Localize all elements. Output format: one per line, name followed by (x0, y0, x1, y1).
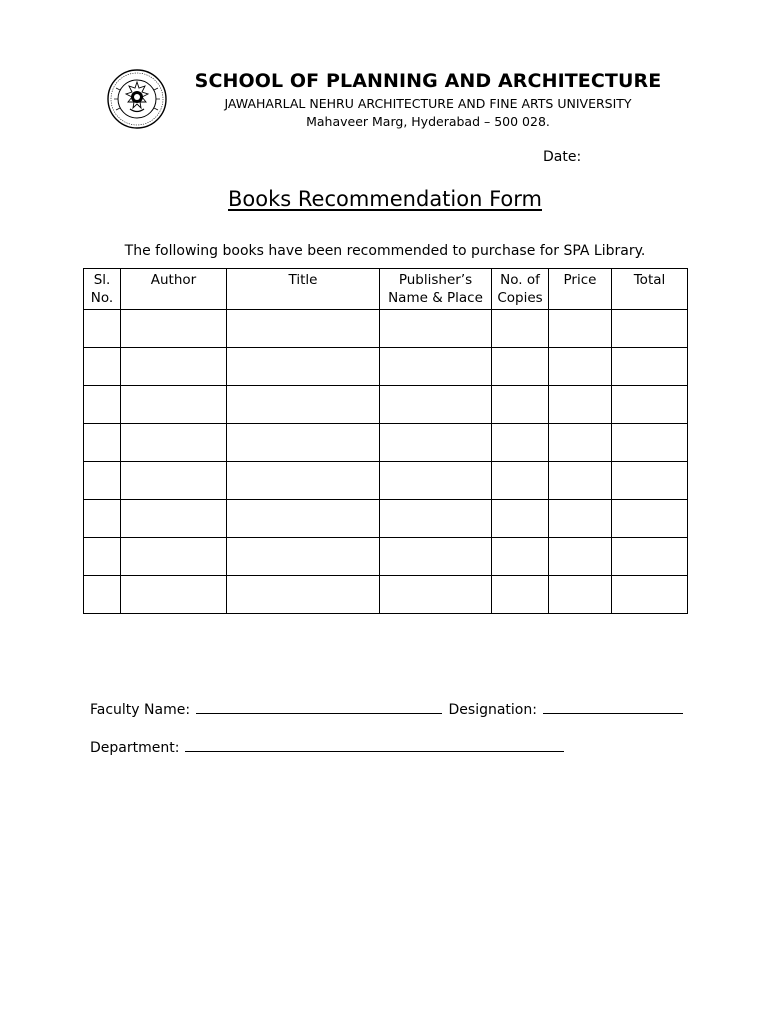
table-cell[interactable] (612, 462, 688, 500)
table-cell[interactable] (84, 576, 121, 614)
column-header-title: Title (227, 269, 380, 310)
table-cell[interactable] (612, 538, 688, 576)
column-header-author: Author (121, 269, 227, 310)
table-cell[interactable] (84, 500, 121, 538)
address: Mahaveer Marg, Hyderabad – 500 028. (306, 114, 550, 129)
faculty-name-label: Faculty Name: (90, 702, 191, 718)
table-cell[interactable] (380, 462, 492, 500)
table-cell[interactable] (612, 576, 688, 614)
table-cell[interactable] (380, 310, 492, 348)
form-title: Books Recommendation Form (228, 187, 542, 211)
table-cell[interactable] (121, 424, 227, 462)
table-row (84, 348, 688, 386)
department-field[interactable] (185, 737, 564, 752)
intro-text: The following books have been recommended to purchase for SPA Library. (124, 243, 646, 259)
table-cell[interactable] (227, 424, 380, 462)
designation-label: Designation: (448, 702, 537, 718)
books-table (83, 268, 688, 614)
table-cell[interactable] (380, 538, 492, 576)
column-header-copies: No. of Copies (492, 269, 549, 310)
table-cell[interactable] (549, 424, 612, 462)
table-cell[interactable] (380, 576, 492, 614)
table-cell[interactable] (121, 462, 227, 500)
table-cell[interactable] (227, 462, 380, 500)
table-header-row (84, 269, 688, 310)
faculty-name-field[interactable] (196, 699, 442, 714)
department-label: Department: (90, 740, 180, 756)
table-cell[interactable] (121, 386, 227, 424)
table-cell[interactable] (492, 348, 549, 386)
table-cell[interactable] (612, 310, 688, 348)
table-cell[interactable] (549, 462, 612, 500)
table-cell[interactable] (84, 424, 121, 462)
table-cell[interactable] (121, 348, 227, 386)
table-cell[interactable] (121, 310, 227, 348)
column-header-price: Price (549, 269, 612, 310)
table-cell[interactable] (549, 576, 612, 614)
column-header-publisher: Publisher’s Name & Place (380, 269, 492, 310)
table-cell[interactable] (612, 424, 688, 462)
table-cell[interactable] (121, 576, 227, 614)
table-row (84, 538, 688, 576)
table-row (84, 462, 688, 500)
table-cell[interactable] (492, 538, 549, 576)
table-cell[interactable] (549, 538, 612, 576)
designation-field[interactable] (543, 699, 683, 714)
table-cell[interactable] (549, 386, 612, 424)
table-cell[interactable] (380, 500, 492, 538)
table-cell[interactable] (84, 462, 121, 500)
table-cell[interactable] (84, 386, 121, 424)
table-cell[interactable] (380, 424, 492, 462)
table-cell[interactable] (612, 500, 688, 538)
university-name: JAWAHARLAL NEHRU ARCHITECTURE AND FINE ARTS UNIVERSITY (224, 96, 632, 111)
table-cell[interactable] (227, 310, 380, 348)
table-body (84, 310, 688, 614)
table-cell[interactable] (121, 500, 227, 538)
column-header-total: Total (612, 269, 688, 310)
table-cell[interactable] (492, 500, 549, 538)
date-label: Date: (543, 149, 582, 165)
table-cell[interactable] (227, 500, 380, 538)
table-cell[interactable] (549, 500, 612, 538)
table-cell[interactable] (492, 386, 549, 424)
table-row (84, 576, 688, 614)
table-cell[interactable] (84, 538, 121, 576)
table-cell[interactable] (227, 538, 380, 576)
table-cell[interactable] (612, 348, 688, 386)
table-cell[interactable] (121, 538, 227, 576)
table-cell[interactable] (549, 310, 612, 348)
table-cell[interactable] (84, 310, 121, 348)
table-cell[interactable] (84, 348, 121, 386)
table-cell[interactable] (227, 576, 380, 614)
table-cell[interactable] (492, 462, 549, 500)
table-row (84, 386, 688, 424)
table-row (84, 500, 688, 538)
faculty-designation-line (90, 699, 683, 718)
table-cell[interactable] (492, 576, 549, 614)
department-line (90, 737, 564, 756)
university-seal-icon (106, 68, 168, 130)
table-cell[interactable] (380, 386, 492, 424)
table-cell[interactable] (549, 348, 612, 386)
table-row (84, 310, 688, 348)
table-cell[interactable] (227, 386, 380, 424)
table-cell[interactable] (612, 386, 688, 424)
school-name: SCHOOL OF PLANNING AND ARCHITECTURE (194, 70, 662, 92)
table-cell[interactable] (492, 424, 549, 462)
table-cell[interactable] (227, 348, 380, 386)
table-cell[interactable] (380, 348, 492, 386)
table-row (84, 424, 688, 462)
table-cell[interactable] (492, 310, 549, 348)
column-header-sl-no: Sl. No. (84, 269, 121, 310)
